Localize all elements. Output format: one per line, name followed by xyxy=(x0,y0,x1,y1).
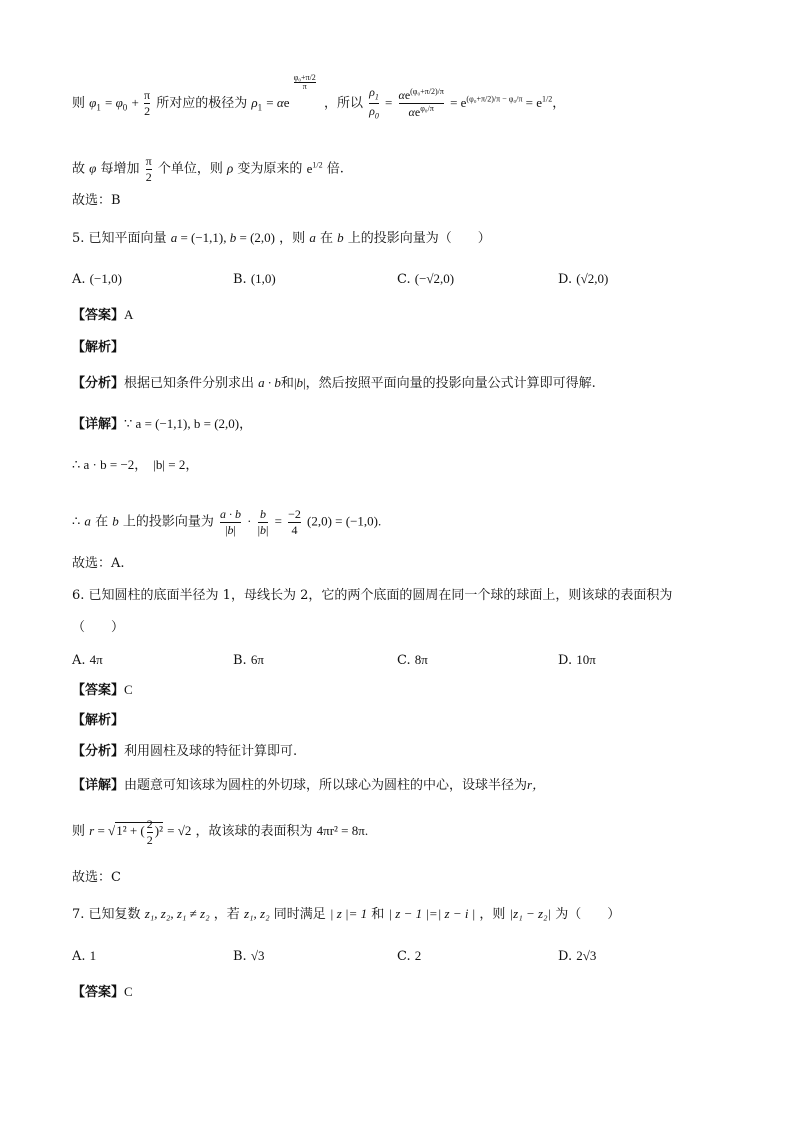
q5-stem: 5. 已知平面向量 a = (−1,1), b = (2,0) ，则 a 在 b 上的投影向量为（ ） xyxy=(72,230,491,246)
q6-answer: 【答案】C xyxy=(72,682,133,698)
text: 所对应的极径为 xyxy=(156,95,248,111)
q5-option-a: A. (−1,0) xyxy=(72,271,122,287)
q4-polar-radius-line: 则 $\varphi_1 = \varphi_0$ + $\frac{\pi}{2}$ 所对应的极径为 $\rho_1 = \alpha e$ $\frac{\text{φ₀+π/2}}{\pi}$ ，所以 $\frac{\rho_1}{\rho_0}$ = $\frac{\alpha e^{(\varphi_0+\pi/2)/\pi}}{\alpha e^{\varphi_0/\pi}}$ = $e^{(\varphi_0+\pi/2)/\pi - \varphi_0/\pi} = e^{1/2}$， xyxy=(72,73,566,121)
text: 故 xyxy=(72,161,86,177)
text: 变为原来的 xyxy=(237,161,303,177)
q7-option-a: A. 1 xyxy=(72,948,97,964)
q7-answer: 【答案】C xyxy=(72,984,133,1000)
q6-choice: 故选：C xyxy=(72,870,121,885)
text: 则 xyxy=(72,95,86,111)
q6-stem-line2: （ ） xyxy=(72,620,125,635)
q4-conclusion-line: 故 φ 每增加 $\frac{\pi}{2}$ 个单位，则 ρ 变为原来的 $e^{1/2}$ 倍. xyxy=(72,154,344,184)
q4-choice: 故选：B xyxy=(72,193,121,208)
q6-option-c: C. 8π xyxy=(397,652,428,668)
text: 5. 已知平面向量 xyxy=(72,231,167,246)
text: ，所以 xyxy=(323,95,363,111)
q6-detail: 【详解】由题意可知该球为圆柱的外切球，所以球心为圆柱的中心，设球半径为r， xyxy=(72,777,546,793)
q6-analysis-tag: 【解析】 xyxy=(72,713,125,728)
q7-option-c: C. 2 xyxy=(397,948,422,964)
text: 每增加 xyxy=(100,161,140,177)
q7-stem: 7. 已知复数 z₁, z₂, z₁ ≠ z₂ ，若 z₁, z₂ 同时满足 | z |= 1 和 | z − 1 |=| z − i | ，则 |z₁ − z₂| 为（ ） xyxy=(72,906,621,922)
q6-fenxi: 【分析】利用圆柱及球的特征计算即可. xyxy=(72,744,298,759)
q5-option-d: D. (√2,0) xyxy=(558,271,609,287)
text: 上的投影向量为（ ） xyxy=(347,231,491,246)
q5-fenxi: 【分析】根据已知条件分别求出 a · b和|b|，然后按照平面向量的投影向量公式计算即可得解. xyxy=(72,375,596,391)
q7-option-d: D. 2√3 xyxy=(558,948,597,964)
text: 个单位，则 xyxy=(157,161,223,177)
q7-option-b: B. √3 xyxy=(233,948,265,964)
q6-option-d: D. 10π xyxy=(558,652,596,668)
text: 在 xyxy=(319,231,333,246)
text: 倍. xyxy=(326,161,344,177)
q5-option-b: B. (1,0) xyxy=(233,271,276,287)
q6-option-a: A. 4π xyxy=(72,652,103,668)
q5-projection: ∴ a 在 b 上的投影向量为 $\frac{a \cdot b}{|b|}$ · $\frac{b}{|b|}$ = $\frac{-2}{4}$ (2,0) = (−1,0). xyxy=(72,507,382,537)
q5-option-c: C. (−√2,0) xyxy=(397,271,455,287)
q5-analysis-tag: 【解析】 xyxy=(72,340,125,355)
q6-option-b: B. 6π xyxy=(233,652,264,668)
q5-answer: 【答案】A xyxy=(72,307,134,323)
q5-choice: 故选：A. xyxy=(72,556,125,571)
q6-formula: 则 r = √1² + ( $\frac{2}{2}$ )² = √2 ，故该球的表面积为 4πr² = 8π. xyxy=(72,817,369,847)
q5-dot-product: ∴ a · b = −2， |b| = 2， xyxy=(72,457,199,472)
q5-detail: 【详解】∵ a = (−1,1), b = (2,0)， xyxy=(72,416,253,432)
q6-stem-line1: 6. 已知圆柱的底面半径为 1，母线长为 2，它的两个底面的圆周在同一个球的球面上，则该球的表面积为 xyxy=(72,588,673,603)
text: ，则 xyxy=(279,231,306,246)
